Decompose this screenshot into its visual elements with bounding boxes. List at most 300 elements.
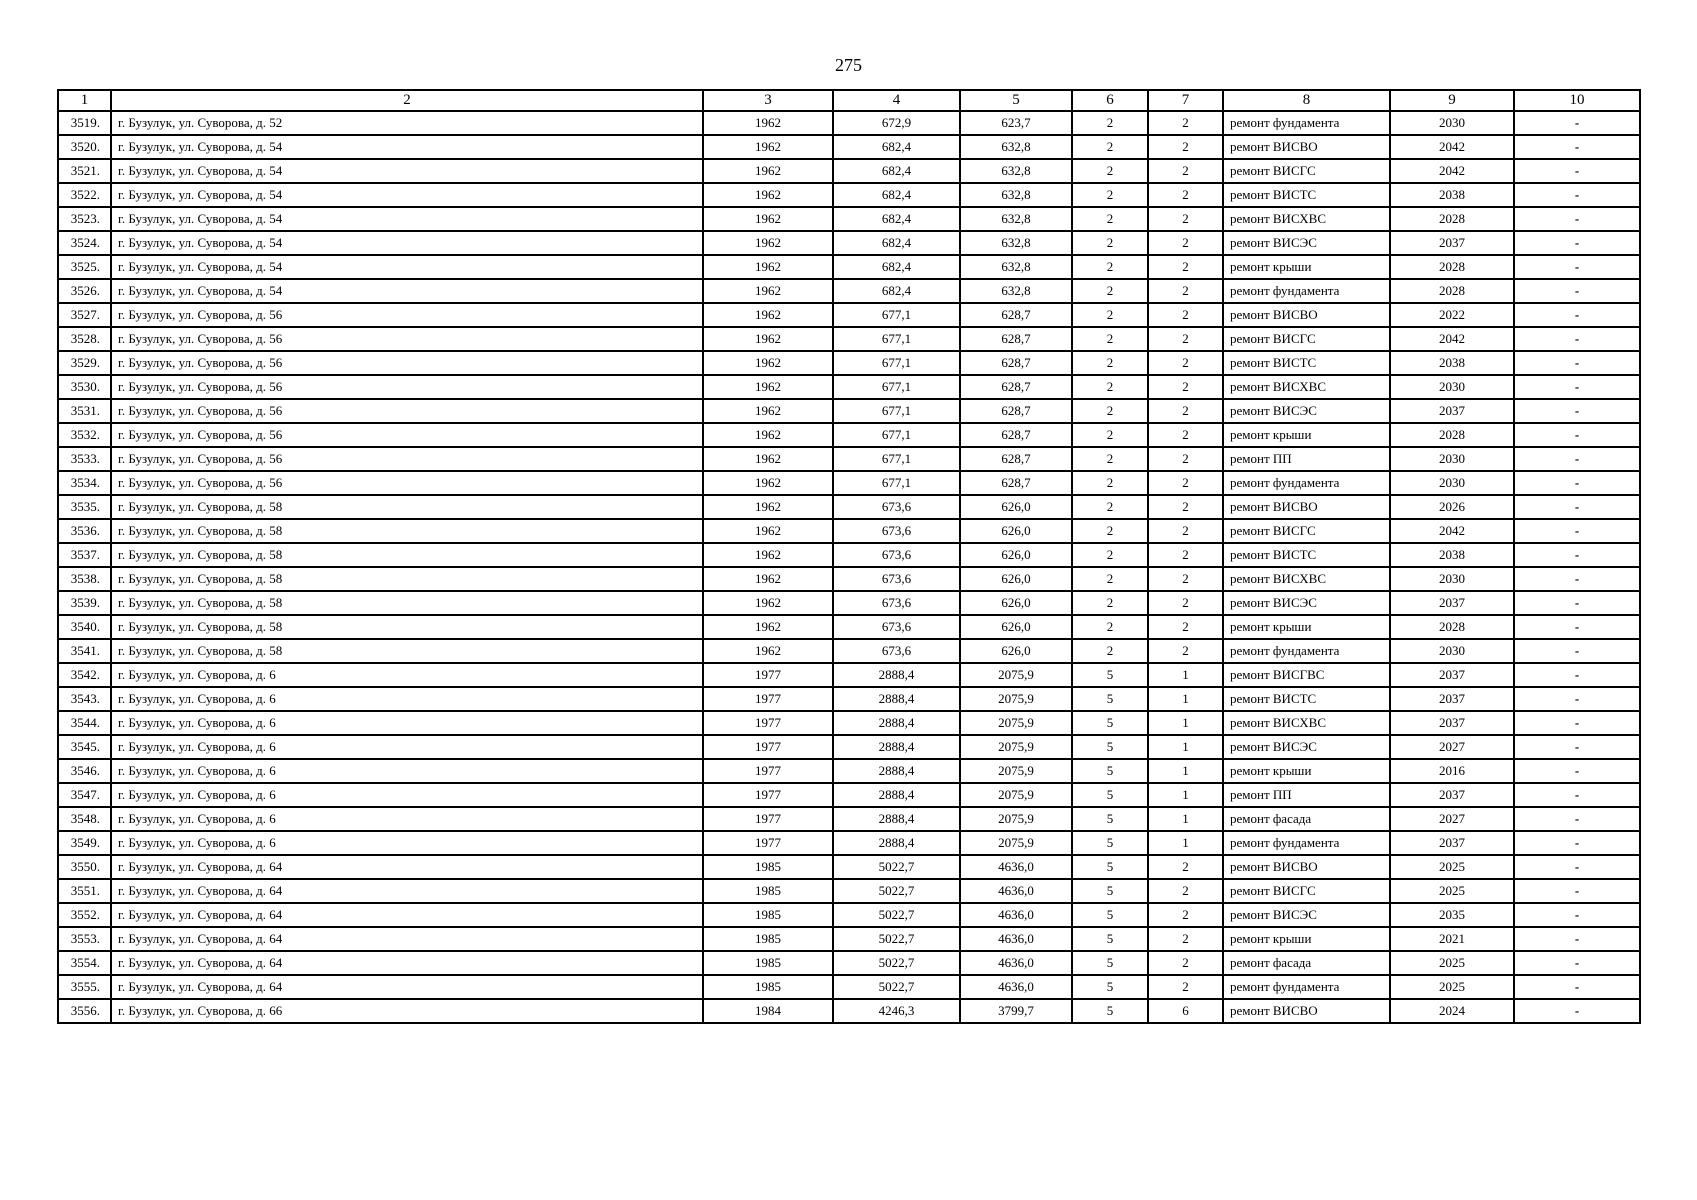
entrances-cell: 2 [1148, 879, 1223, 903]
repair-work-cell: ремонт ВИСЭС [1223, 591, 1390, 615]
floors-cell: 2 [1072, 135, 1148, 159]
total-area-cell: 677,1 [833, 303, 960, 327]
living-area-cell: 4636,0 [960, 975, 1072, 999]
planned-year-cell: 2028 [1390, 255, 1514, 279]
build-year-cell: 1962 [703, 447, 833, 471]
table-row [58, 615, 1640, 639]
build-year-cell: 1962 [703, 567, 833, 591]
entrances-cell: 1 [1148, 711, 1223, 735]
build-year-cell: 1962 [703, 135, 833, 159]
repair-work-cell: ремонт фундамента [1223, 639, 1390, 663]
living-area-cell: 3799,7 [960, 999, 1072, 1023]
page-number: 275 [835, 55, 862, 75]
entrances-cell: 2 [1148, 975, 1223, 999]
planned-year-cell: 2030 [1390, 567, 1514, 591]
build-year-cell: 1985 [703, 951, 833, 975]
row-number-cell: 3520. [58, 135, 111, 159]
address-cell: г. Бузулук, ул. Суворова, д. 56 [111, 447, 703, 471]
note-cell: - [1514, 975, 1640, 999]
planned-year-cell: 2016 [1390, 759, 1514, 783]
total-area-cell: 677,1 [833, 471, 960, 495]
note-cell: - [1514, 495, 1640, 519]
build-year-cell: 1985 [703, 855, 833, 879]
floors-cell: 2 [1072, 519, 1148, 543]
row-number-cell: 3537. [58, 543, 111, 567]
note-cell: - [1514, 615, 1640, 639]
entrances-cell: 1 [1148, 687, 1223, 711]
build-year-cell: 1962 [703, 615, 833, 639]
living-area-cell: 628,7 [960, 351, 1072, 375]
living-area-cell: 2075,9 [960, 711, 1072, 735]
total-area-cell: 673,6 [833, 567, 960, 591]
total-area-cell: 677,1 [833, 351, 960, 375]
total-area-cell: 677,1 [833, 327, 960, 351]
table-row [58, 735, 1640, 759]
table-row [58, 903, 1640, 927]
total-area-cell: 5022,7 [833, 855, 960, 879]
address-cell: г. Бузулук, ул. Суворова, д. 56 [111, 327, 703, 351]
total-area-cell: 682,4 [833, 231, 960, 255]
floors-cell: 2 [1072, 111, 1148, 135]
entrances-cell: 2 [1148, 615, 1223, 639]
address-cell: г. Бузулук, ул. Суворова, д. 64 [111, 975, 703, 999]
address-cell: г. Бузулук, ул. Суворова, д. 6 [111, 807, 703, 831]
table-row [58, 111, 1640, 135]
floors-cell: 5 [1072, 711, 1148, 735]
table-row [58, 135, 1640, 159]
table-row [58, 519, 1640, 543]
entrances-cell: 2 [1148, 135, 1223, 159]
planned-year-cell: 2028 [1390, 423, 1514, 447]
total-area-cell: 673,6 [833, 495, 960, 519]
table-row [58, 255, 1640, 279]
repair-work-cell: ремонт крыши [1223, 615, 1390, 639]
entrances-cell: 2 [1148, 375, 1223, 399]
build-year-cell: 1977 [703, 735, 833, 759]
living-area-cell: 2075,9 [960, 807, 1072, 831]
floors-cell: 2 [1072, 639, 1148, 663]
note-cell: - [1514, 231, 1640, 255]
address-cell: г. Бузулук, ул. Суворова, д. 64 [111, 927, 703, 951]
note-cell: - [1514, 351, 1640, 375]
living-area-cell: 4636,0 [960, 879, 1072, 903]
planned-year-cell: 2037 [1390, 591, 1514, 615]
note-cell: - [1514, 831, 1640, 855]
row-number-cell: 3547. [58, 783, 111, 807]
planned-year-cell: 2028 [1390, 615, 1514, 639]
note-cell: - [1514, 735, 1640, 759]
column-header: 2 [111, 90, 703, 111]
floors-cell: 2 [1072, 255, 1148, 279]
planned-year-cell: 2030 [1390, 471, 1514, 495]
note-cell: - [1514, 399, 1640, 423]
row-number-cell: 3553. [58, 927, 111, 951]
floors-cell: 5 [1072, 927, 1148, 951]
entrances-cell: 1 [1148, 735, 1223, 759]
floors-cell: 2 [1072, 423, 1148, 447]
address-cell: г. Бузулук, ул. Суворова, д. 58 [111, 567, 703, 591]
table-row [58, 471, 1640, 495]
row-number-cell: 3542. [58, 663, 111, 687]
table-row [58, 591, 1640, 615]
build-year-cell: 1962 [703, 231, 833, 255]
entrances-cell: 1 [1148, 783, 1223, 807]
repair-work-cell: ремонт ВИСХВС [1223, 207, 1390, 231]
living-area-cell: 632,8 [960, 255, 1072, 279]
note-cell: - [1514, 567, 1640, 591]
table-row [58, 783, 1640, 807]
build-year-cell: 1962 [703, 471, 833, 495]
note-cell: - [1514, 279, 1640, 303]
planned-year-cell: 2025 [1390, 879, 1514, 903]
planned-year-cell: 2042 [1390, 135, 1514, 159]
row-number-cell: 3528. [58, 327, 111, 351]
planned-year-cell: 2038 [1390, 351, 1514, 375]
note-cell: - [1514, 543, 1640, 567]
column-header: 1 [58, 90, 111, 111]
table-row [58, 231, 1640, 255]
floors-cell: 2 [1072, 207, 1148, 231]
entrances-cell: 1 [1148, 663, 1223, 687]
floors-cell: 2 [1072, 399, 1148, 423]
planned-year-cell: 2028 [1390, 207, 1514, 231]
living-area-cell: 626,0 [960, 615, 1072, 639]
build-year-cell: 1977 [703, 687, 833, 711]
planned-year-cell: 2024 [1390, 999, 1514, 1023]
table-row [58, 207, 1640, 231]
address-cell: г. Бузулук, ул. Суворова, д. 56 [111, 375, 703, 399]
address-cell: г. Бузулук, ул. Суворова, д. 6 [111, 759, 703, 783]
repair-work-cell: ремонт ВИСВО [1223, 999, 1390, 1023]
row-number-cell: 3548. [58, 807, 111, 831]
address-cell: г. Бузулук, ул. Суворова, д. 58 [111, 591, 703, 615]
entrances-cell: 2 [1148, 159, 1223, 183]
build-year-cell: 1977 [703, 807, 833, 831]
living-area-cell: 626,0 [960, 495, 1072, 519]
table-row [58, 447, 1640, 471]
note-cell: - [1514, 207, 1640, 231]
build-year-cell: 1962 [703, 279, 833, 303]
total-area-cell: 2888,4 [833, 735, 960, 759]
entrances-cell: 1 [1148, 831, 1223, 855]
row-number-cell: 3551. [58, 879, 111, 903]
table-row [58, 543, 1640, 567]
floors-cell: 5 [1072, 951, 1148, 975]
row-number-cell: 3536. [58, 519, 111, 543]
note-cell: - [1514, 855, 1640, 879]
repair-work-cell: ремонт фасада [1223, 807, 1390, 831]
row-number-cell: 3552. [58, 903, 111, 927]
build-year-cell: 1977 [703, 831, 833, 855]
build-year-cell: 1962 [703, 327, 833, 351]
repair-work-cell: ремонт ВИСГС [1223, 327, 1390, 351]
total-area-cell: 5022,7 [833, 975, 960, 999]
address-cell: г. Бузулук, ул. Суворова, д. 54 [111, 231, 703, 255]
row-number-cell: 3556. [58, 999, 111, 1023]
living-area-cell: 626,0 [960, 519, 1072, 543]
floors-cell: 2 [1072, 183, 1148, 207]
note-cell: - [1514, 303, 1640, 327]
living-area-cell: 626,0 [960, 639, 1072, 663]
floors-cell: 2 [1072, 567, 1148, 591]
address-cell: г. Бузулук, ул. Суворова, д. 58 [111, 519, 703, 543]
floors-cell: 2 [1072, 591, 1148, 615]
floors-cell: 5 [1072, 879, 1148, 903]
table-row [58, 663, 1640, 687]
floors-cell: 2 [1072, 447, 1148, 471]
planned-year-cell: 2027 [1390, 735, 1514, 759]
living-area-cell: 626,0 [960, 543, 1072, 567]
entrances-cell: 1 [1148, 807, 1223, 831]
note-cell: - [1514, 519, 1640, 543]
floors-cell: 5 [1072, 663, 1148, 687]
total-area-cell: 682,4 [833, 207, 960, 231]
entrances-cell: 1 [1148, 759, 1223, 783]
table-row [58, 711, 1640, 735]
build-year-cell: 1962 [703, 543, 833, 567]
note-cell: - [1514, 639, 1640, 663]
planned-year-cell: 2042 [1390, 159, 1514, 183]
address-cell: г. Бузулук, ул. Суворова, д. 64 [111, 951, 703, 975]
note-cell: - [1514, 759, 1640, 783]
address-cell: г. Бузулук, ул. Суворова, д. 54 [111, 135, 703, 159]
living-area-cell: 628,7 [960, 303, 1072, 327]
address-cell: г. Бузулук, ул. Суворова, д. 54 [111, 183, 703, 207]
total-area-cell: 5022,7 [833, 903, 960, 927]
total-area-cell: 682,4 [833, 279, 960, 303]
table-row [58, 567, 1640, 591]
row-number-cell: 3541. [58, 639, 111, 663]
table-row [58, 639, 1640, 663]
living-area-cell: 628,7 [960, 399, 1072, 423]
planned-year-cell: 2038 [1390, 183, 1514, 207]
build-year-cell: 1962 [703, 303, 833, 327]
table-row [58, 855, 1640, 879]
build-year-cell: 1962 [703, 375, 833, 399]
address-cell: г. Бузулук, ул. Суворова, д. 56 [111, 351, 703, 375]
entrances-cell: 2 [1148, 183, 1223, 207]
address-cell: г. Бузулук, ул. Суворова, д. 64 [111, 879, 703, 903]
table-row [58, 351, 1640, 375]
build-year-cell: 1962 [703, 183, 833, 207]
note-cell: - [1514, 807, 1640, 831]
address-cell: г. Бузулук, ул. Суворова, д. 52 [111, 111, 703, 135]
total-area-cell: 677,1 [833, 375, 960, 399]
table-row [58, 687, 1640, 711]
build-year-cell: 1985 [703, 903, 833, 927]
address-cell: г. Бузулук, ул. Суворова, д. 6 [111, 663, 703, 687]
table-body [58, 111, 1640, 1023]
repair-work-cell: ремонт крыши [1223, 255, 1390, 279]
living-area-cell: 628,7 [960, 423, 1072, 447]
planned-year-cell: 2030 [1390, 639, 1514, 663]
row-number-cell: 3523. [58, 207, 111, 231]
total-area-cell: 5022,7 [833, 951, 960, 975]
column-header: 6 [1072, 90, 1148, 111]
floors-cell: 5 [1072, 687, 1148, 711]
column-header: 8 [1223, 90, 1390, 111]
floors-cell: 5 [1072, 855, 1148, 879]
build-year-cell: 1962 [703, 519, 833, 543]
repair-work-cell: ремонт фундамента [1223, 471, 1390, 495]
total-area-cell: 677,1 [833, 447, 960, 471]
planned-year-cell: 2037 [1390, 663, 1514, 687]
living-area-cell: 2075,9 [960, 735, 1072, 759]
row-number-cell: 3550. [58, 855, 111, 879]
floors-cell: 2 [1072, 351, 1148, 375]
floors-cell: 2 [1072, 615, 1148, 639]
address-cell: г. Бузулук, ул. Суворова, д. 54 [111, 159, 703, 183]
floors-cell: 5 [1072, 831, 1148, 855]
build-year-cell: 1977 [703, 711, 833, 735]
build-year-cell: 1962 [703, 423, 833, 447]
total-area-cell: 2888,4 [833, 759, 960, 783]
living-area-cell: 626,0 [960, 591, 1072, 615]
living-area-cell: 4636,0 [960, 951, 1072, 975]
entrances-cell: 6 [1148, 999, 1223, 1023]
floors-cell: 5 [1072, 759, 1148, 783]
table-row [58, 375, 1640, 399]
total-area-cell: 2888,4 [833, 663, 960, 687]
build-year-cell: 1962 [703, 591, 833, 615]
floors-cell: 2 [1072, 543, 1148, 567]
repair-work-cell: ремонт фундамента [1223, 831, 1390, 855]
table-row [58, 759, 1640, 783]
address-cell: г. Бузулук, ул. Суворова, д. 64 [111, 855, 703, 879]
total-area-cell: 2888,4 [833, 783, 960, 807]
total-area-cell: 673,6 [833, 519, 960, 543]
address-cell: г. Бузулук, ул. Суворова, д. 64 [111, 903, 703, 927]
living-area-cell: 632,8 [960, 135, 1072, 159]
table-row [58, 327, 1640, 351]
row-number-cell: 3526. [58, 279, 111, 303]
address-cell: г. Бузулук, ул. Суворова, д. 66 [111, 999, 703, 1023]
total-area-cell: 5022,7 [833, 927, 960, 951]
entrances-cell: 2 [1148, 207, 1223, 231]
repair-work-cell: ремонт ВИСГС [1223, 159, 1390, 183]
row-number-cell: 3521. [58, 159, 111, 183]
floors-cell: 5 [1072, 999, 1148, 1023]
note-cell: - [1514, 447, 1640, 471]
living-area-cell: 628,7 [960, 327, 1072, 351]
living-area-cell: 632,8 [960, 159, 1072, 183]
entrances-cell: 2 [1148, 951, 1223, 975]
row-number-cell: 3533. [58, 447, 111, 471]
repair-work-cell: ремонт ПП [1223, 447, 1390, 471]
repair-schedule-table [57, 89, 1641, 1024]
row-number-cell: 3522. [58, 183, 111, 207]
floors-cell: 2 [1072, 327, 1148, 351]
entrances-cell: 2 [1148, 519, 1223, 543]
row-number-cell: 3534. [58, 471, 111, 495]
planned-year-cell: 2037 [1390, 687, 1514, 711]
floors-cell: 2 [1072, 375, 1148, 399]
row-number-cell: 3530. [58, 375, 111, 399]
note-cell: - [1514, 255, 1640, 279]
table-row [58, 423, 1640, 447]
table-row [58, 975, 1640, 999]
repair-work-cell: ремонт ВИСХВС [1223, 711, 1390, 735]
living-area-cell: 628,7 [960, 375, 1072, 399]
table-row [58, 927, 1640, 951]
column-header: 4 [833, 90, 960, 111]
note-cell: - [1514, 711, 1640, 735]
table-row [58, 495, 1640, 519]
note-cell: - [1514, 687, 1640, 711]
living-area-cell: 4636,0 [960, 855, 1072, 879]
row-number-cell: 3524. [58, 231, 111, 255]
build-year-cell: 1985 [703, 879, 833, 903]
repair-work-cell: ремонт крыши [1223, 927, 1390, 951]
column-header: 10 [1514, 90, 1640, 111]
build-year-cell: 1977 [703, 783, 833, 807]
row-number-cell: 3527. [58, 303, 111, 327]
total-area-cell: 682,4 [833, 255, 960, 279]
column-header: 3 [703, 90, 833, 111]
total-area-cell: 673,6 [833, 615, 960, 639]
repair-work-cell: ремонт ВИСТС [1223, 687, 1390, 711]
row-number-cell: 3531. [58, 399, 111, 423]
planned-year-cell: 2037 [1390, 831, 1514, 855]
build-year-cell: 1977 [703, 663, 833, 687]
repair-work-cell: ремонт фундамента [1223, 279, 1390, 303]
note-cell: - [1514, 879, 1640, 903]
planned-year-cell: 2026 [1390, 495, 1514, 519]
entrances-cell: 2 [1148, 471, 1223, 495]
repair-work-cell: ремонт ВИСГВС [1223, 663, 1390, 687]
note-cell: - [1514, 903, 1640, 927]
entrances-cell: 2 [1148, 303, 1223, 327]
table-row [58, 831, 1640, 855]
total-area-cell: 2888,4 [833, 687, 960, 711]
note-cell: - [1514, 423, 1640, 447]
address-cell: г. Бузулук, ул. Суворова, д. 58 [111, 495, 703, 519]
repair-work-cell: ремонт ВИСВО [1223, 303, 1390, 327]
table-row [58, 999, 1640, 1023]
address-cell: г. Бузулук, ул. Суворова, д. 6 [111, 735, 703, 759]
entrances-cell: 2 [1148, 495, 1223, 519]
table-row [58, 159, 1640, 183]
note-cell: - [1514, 111, 1640, 135]
note-cell: - [1514, 783, 1640, 807]
planned-year-cell: 2025 [1390, 975, 1514, 999]
total-area-cell: 682,4 [833, 183, 960, 207]
repair-work-cell: ремонт ВИСХВС [1223, 375, 1390, 399]
table-row [58, 399, 1640, 423]
planned-year-cell: 2025 [1390, 951, 1514, 975]
repair-work-cell: ремонт ВИСВО [1223, 495, 1390, 519]
address-cell: г. Бузулук, ул. Суворова, д. 58 [111, 639, 703, 663]
build-year-cell: 1962 [703, 351, 833, 375]
row-number-cell: 3519. [58, 111, 111, 135]
address-cell: г. Бузулук, ул. Суворова, д. 56 [111, 399, 703, 423]
note-cell: - [1514, 663, 1640, 687]
note-cell: - [1514, 471, 1640, 495]
note-cell: - [1514, 951, 1640, 975]
table-row [58, 951, 1640, 975]
total-area-cell: 677,1 [833, 399, 960, 423]
row-number-cell: 3544. [58, 711, 111, 735]
entrances-cell: 2 [1148, 279, 1223, 303]
planned-year-cell: 2028 [1390, 279, 1514, 303]
build-year-cell: 1984 [703, 999, 833, 1023]
total-area-cell: 682,4 [833, 135, 960, 159]
repair-work-cell: ремонт ВИСЭС [1223, 399, 1390, 423]
column-header: 7 [1148, 90, 1223, 111]
note-cell: - [1514, 591, 1640, 615]
entrances-cell: 2 [1148, 399, 1223, 423]
planned-year-cell: 2021 [1390, 927, 1514, 951]
